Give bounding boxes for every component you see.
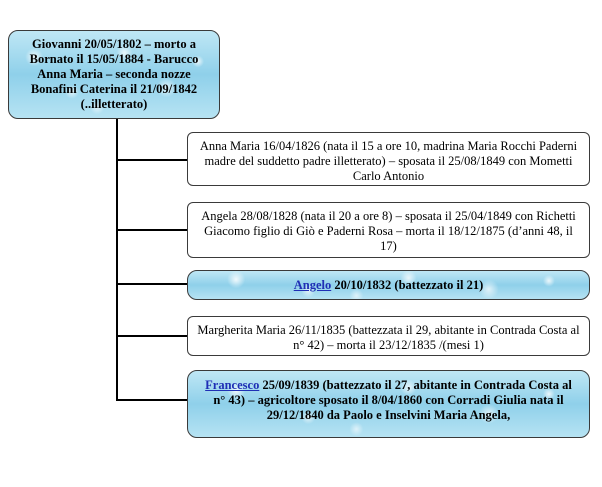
branch-line-5 [116,399,187,401]
child-node-angela[interactable] [187,202,590,258]
child-node-margherita[interactable] [187,316,590,356]
child-text: Angela 28/08/1828 (nata il 20 a ore 8) – sposata il 25/04/1849 con Richetti Giacomo figlio di Giò e Paderni Rosa – morta il 18/12/1875 (d’anni 48, il 17) [201,209,576,253]
child-text: 20/10/1832 (battezzato il 21) [331,277,484,292]
child-name-link[interactable]: Angelo [293,277,332,292]
child-node-francesco[interactable] [187,370,590,438]
root-person-node[interactable] [8,30,220,119]
branch-line-1 [116,159,187,161]
branch-line-4 [116,335,187,337]
branch-line-2 [116,229,187,231]
child-name-link[interactable]: Francesco [205,378,260,392]
root-person-text: Giovanni 20/05/1802 – morto a Bornato il 15/05/1884 - Barucco Anna Maria – seconda nozze Bonafini Caterina il 21/09/1842 (..illetterato) [29,37,199,111]
child-node-angelo[interactable] [187,270,590,300]
child-text: Anna Maria 16/04/1826 (nata il 15 a ore 10, madrina Maria Rocchi Paderni madre del suddetto padre illetterato) – sposata il 25/08/1849 con Mometti Carlo Antonio [199,139,578,183]
child-text: 25/09/1839 (battezzato il 27, abitante in Contrada Costa al n° 43) – agricoltore sposato il 8/04/1860 con Corradi Giulia nata il 29/12/1840 da Paolo e Inselvini Maria Angela, [213,378,572,422]
branch-line-3 [116,283,187,285]
child-node-anna-maria[interactable] [187,132,590,186]
child-text: Margherita Maria 26/11/1835 (battezzata il 29, abitante in Contrada Costa al n° 42) – morta il 23/12/1835 /(mesi 1) [197,323,580,352]
